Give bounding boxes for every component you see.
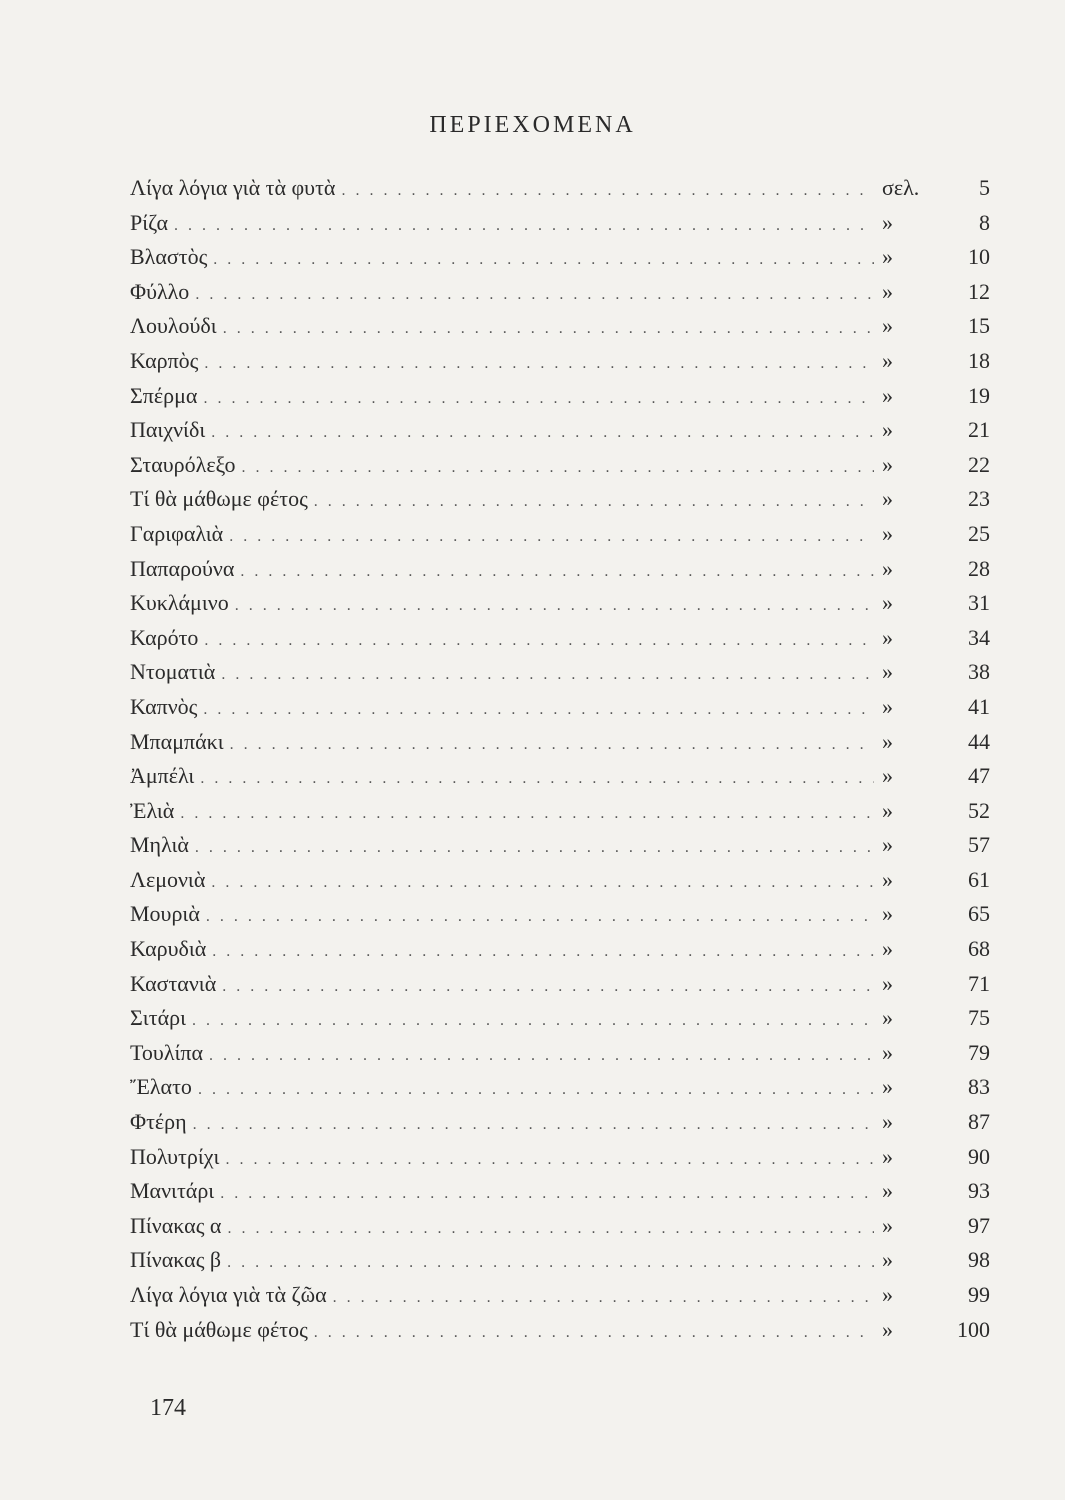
toc-entry-page: 28 — [968, 555, 990, 581]
toc-entry — [130, 1178, 990, 1213]
toc-entry-label: Παιχνίδι — [130, 417, 206, 443]
page-number: 174 — [150, 1395, 186, 1421]
toc-entry-label: Λουλούδι — [130, 313, 217, 339]
toc-entry-label: Σιτάρι — [130, 1005, 186, 1031]
dot-leader — [198, 1081, 874, 1099]
toc-entry-page-prefix: » — [882, 244, 893, 270]
toc-entry-page-prefix: » — [882, 555, 893, 581]
toc-entry-page: 71 — [968, 970, 990, 996]
toc-entry-label: Σταυρόλεξο — [130, 451, 236, 477]
toc-entry-page: 34 — [968, 624, 990, 650]
toc-entry-page: 100 — [957, 1316, 990, 1342]
toc-entry-label: Γαριφαλιὰ — [130, 520, 224, 546]
toc-entry-label: Λίγα λόγια γιὰ τὰ ζῶα — [130, 1282, 327, 1307]
dot-leader — [242, 459, 874, 477]
toc-entry-page: 83 — [968, 1074, 990, 1100]
dot-leader — [333, 1289, 874, 1307]
dot-leader — [203, 390, 874, 408]
toc-entry-page: 65 — [968, 901, 990, 927]
toc-entry-page: 87 — [968, 1109, 990, 1135]
dot-leader — [204, 632, 874, 650]
toc-entry — [130, 659, 990, 694]
toc-entry-label: Τί θὰ μάθωμε φέτος — [130, 1316, 308, 1342]
toc-entry-page-prefix: » — [882, 520, 893, 546]
dot-leader — [180, 805, 874, 823]
dot-leader — [229, 528, 874, 546]
toc-entry — [130, 590, 990, 625]
toc-entry-page: 8 — [979, 209, 990, 235]
toc-entry-page: 61 — [968, 866, 990, 892]
toc-entry-label: Ντοματιὰ — [130, 659, 216, 685]
toc-entry-page-prefix: » — [882, 1005, 893, 1031]
toc-entry-page-prefix: » — [882, 763, 893, 789]
toc-entry-label: Ἀμπέλι — [130, 763, 195, 789]
dot-leader — [225, 1151, 874, 1169]
toc-entry-page-prefix: » — [882, 486, 893, 512]
toc-entry — [130, 729, 990, 764]
dot-leader — [230, 736, 874, 754]
toc-entry-page-prefix: » — [882, 1316, 893, 1342]
toc-entry — [130, 175, 990, 210]
toc-entry-page: 19 — [968, 382, 990, 408]
toc-entry-label: Λεμονιὰ — [130, 866, 206, 892]
toc-entry-page: 18 — [968, 347, 990, 373]
toc-entry — [130, 452, 990, 487]
toc-entry-label: Καρυδιὰ — [130, 936, 207, 962]
toc-entry-page: 23 — [968, 486, 990, 512]
toc-entry — [130, 1109, 990, 1144]
toc-entry-page: 15 — [968, 313, 990, 339]
toc-entry-label: Πίνακας β — [130, 1247, 222, 1273]
toc-entry-label: Ρίζα — [130, 209, 168, 235]
toc-entry-label: Μπαμπάκι — [130, 728, 224, 754]
toc-entry — [130, 1074, 990, 1109]
dot-leader — [209, 1047, 874, 1065]
toc-entry-page-prefix: » — [882, 209, 893, 235]
toc-entry-page-prefix: » — [882, 797, 893, 823]
toc-entry — [130, 1040, 990, 1075]
toc-entry — [130, 901, 990, 936]
toc-entry-label: Ἐλιὰ — [130, 797, 175, 823]
dot-leader — [341, 182, 874, 200]
toc-entry-page-prefix: » — [882, 1074, 893, 1100]
dot-leader — [227, 1254, 874, 1272]
toc-entry-page: 25 — [968, 520, 990, 546]
toc-entry-label: Ἔλατο — [130, 1074, 192, 1100]
toc-entry-page-prefix: » — [882, 1178, 893, 1204]
dot-leader — [211, 874, 874, 892]
toc-entry-page: 41 — [968, 693, 990, 719]
toc-entry-page-prefix: » — [882, 382, 893, 408]
toc-entry-page-prefix: » — [882, 936, 893, 962]
dot-leader — [203, 701, 874, 719]
toc-entry-label: Καρότο — [130, 624, 199, 650]
toc-entry-label: Παπαρούνα — [130, 555, 235, 581]
dot-leader — [240, 563, 874, 581]
toc-entry — [130, 832, 990, 867]
toc-entry-page-prefix: » — [882, 417, 893, 443]
dot-leader — [212, 943, 874, 961]
dot-leader — [192, 1012, 874, 1030]
dot-leader — [195, 286, 874, 304]
toc-entry — [130, 383, 990, 418]
toc-entry-page-prefix: » — [882, 659, 893, 685]
dot-leader — [223, 320, 874, 338]
toc-entry-page-prefix: » — [882, 1143, 893, 1169]
toc-entry-page: 57 — [968, 832, 990, 858]
toc-entry — [130, 1213, 990, 1248]
toc-entry-page-prefix: » — [882, 1282, 893, 1307]
toc-entry-page: 79 — [968, 1039, 990, 1065]
dot-leader — [213, 251, 874, 269]
dot-leader — [222, 978, 874, 996]
toc-entry-label: Καρπὸς — [130, 347, 199, 373]
toc-entry-page-prefix: » — [882, 1247, 893, 1273]
toc-entry — [130, 867, 990, 902]
toc-entry-page-prefix: » — [882, 590, 893, 616]
dot-leader — [235, 597, 874, 615]
dot-leader — [211, 424, 874, 442]
toc-entry-page: 47 — [968, 763, 990, 789]
dot-leader — [193, 1116, 874, 1134]
toc-entry — [130, 625, 990, 660]
dot-leader — [221, 666, 874, 684]
dot-leader — [200, 770, 874, 788]
toc-entry — [130, 798, 990, 833]
toc-entry-page-prefix: » — [882, 347, 893, 373]
toc-entry-page: 52 — [968, 797, 990, 823]
toc-entry-page-prefix: » — [882, 278, 893, 304]
table-of-contents — [130, 175, 990, 1351]
toc-entry — [130, 1247, 990, 1282]
toc-entry — [130, 1317, 990, 1352]
toc-entry-page-prefix: » — [882, 1109, 893, 1135]
dot-leader — [174, 217, 874, 235]
toc-entry — [130, 1005, 990, 1040]
dot-leader — [204, 355, 874, 373]
toc-entry-page: 93 — [968, 1178, 990, 1204]
toc-entry-label: Βλαστὸς — [130, 244, 208, 270]
toc-entry-page-prefix: » — [882, 728, 893, 754]
toc-entry-page: 90 — [968, 1143, 990, 1169]
toc-entry-page-prefix: » — [882, 313, 893, 339]
toc-entry-label: Σπέρμα — [130, 382, 198, 408]
toc-entry-page-prefix: » — [882, 901, 893, 927]
toc-entry-label: Πίνακας α — [130, 1212, 222, 1238]
dot-leader — [195, 839, 874, 857]
toc-entry-label: Φύλλο — [130, 278, 190, 304]
toc-entry — [130, 694, 990, 729]
toc-entry-label: Φτέρη — [130, 1109, 187, 1135]
toc-entry-page: 10 — [968, 244, 990, 270]
toc-entry-page: 31 — [968, 590, 990, 616]
toc-entry-label: Μηλιὰ — [130, 832, 189, 858]
toc-entry-page-prefix: » — [882, 1212, 893, 1238]
toc-entry-page: 38 — [968, 659, 990, 685]
toc-entry-label: Τί θὰ μάθωμε φέτος — [130, 486, 308, 512]
dot-leader — [206, 908, 874, 926]
toc-entry — [130, 486, 990, 521]
toc-entry-page: 22 — [968, 451, 990, 477]
toc-entry-label: Πολυτρίχι — [130, 1143, 220, 1169]
page-title: ΠΕΡΙΕΧΟΜΕΝΑ — [429, 112, 636, 138]
toc-entry-label: Τουλίπα — [130, 1039, 204, 1065]
toc-entry — [130, 556, 990, 591]
toc-entry-label: Καστανιὰ — [130, 970, 217, 996]
toc-entry — [130, 1282, 990, 1317]
dot-leader — [227, 1220, 874, 1238]
toc-entry-page: 99 — [968, 1282, 990, 1307]
toc-entry-page: 21 — [968, 417, 990, 443]
toc-entry-page: 97 — [968, 1212, 990, 1238]
toc-entry-page-prefix: » — [882, 451, 893, 477]
dot-leader — [314, 1324, 874, 1342]
toc-entry — [130, 210, 990, 245]
toc-entry-page-prefix: » — [882, 970, 893, 996]
toc-entry — [130, 763, 990, 798]
toc-entry — [130, 348, 990, 383]
toc-entry-label: Λίγα λόγια γιὰ τὰ φυτὰ — [130, 175, 336, 200]
toc-entry-page: 75 — [968, 1005, 990, 1031]
toc-entry — [130, 313, 990, 348]
toc-entry-label: Μανιτάρι — [130, 1178, 215, 1204]
toc-entry-page: 98 — [968, 1247, 990, 1273]
toc-entry-page: 12 — [968, 278, 990, 304]
toc-entry-page-prefix: » — [882, 1039, 893, 1065]
toc-entry — [130, 521, 990, 556]
toc-entry-page-prefix: » — [882, 693, 893, 719]
toc-entry — [130, 971, 990, 1006]
toc-entry-label: Μουριὰ — [130, 901, 200, 927]
dot-leader — [314, 493, 874, 511]
toc-entry — [130, 279, 990, 314]
toc-entry-label: Καπνὸς — [130, 693, 198, 719]
toc-entry-page-prefix: » — [882, 624, 893, 650]
toc-entry — [130, 1144, 990, 1179]
toc-entry-page: 5 — [979, 175, 990, 200]
toc-entry-page: 44 — [968, 728, 990, 754]
toc-entry — [130, 244, 990, 279]
toc-entry — [130, 936, 990, 971]
toc-entry-label: Κυκλάμινο — [130, 590, 229, 616]
toc-entry-page-prefix: σελ. — [882, 175, 920, 200]
toc-entry — [130, 417, 990, 452]
dot-leader — [220, 1185, 874, 1203]
toc-entry-page: 68 — [968, 936, 990, 962]
toc-entry-page-prefix: » — [882, 866, 893, 892]
toc-entry-page-prefix: » — [882, 832, 893, 858]
